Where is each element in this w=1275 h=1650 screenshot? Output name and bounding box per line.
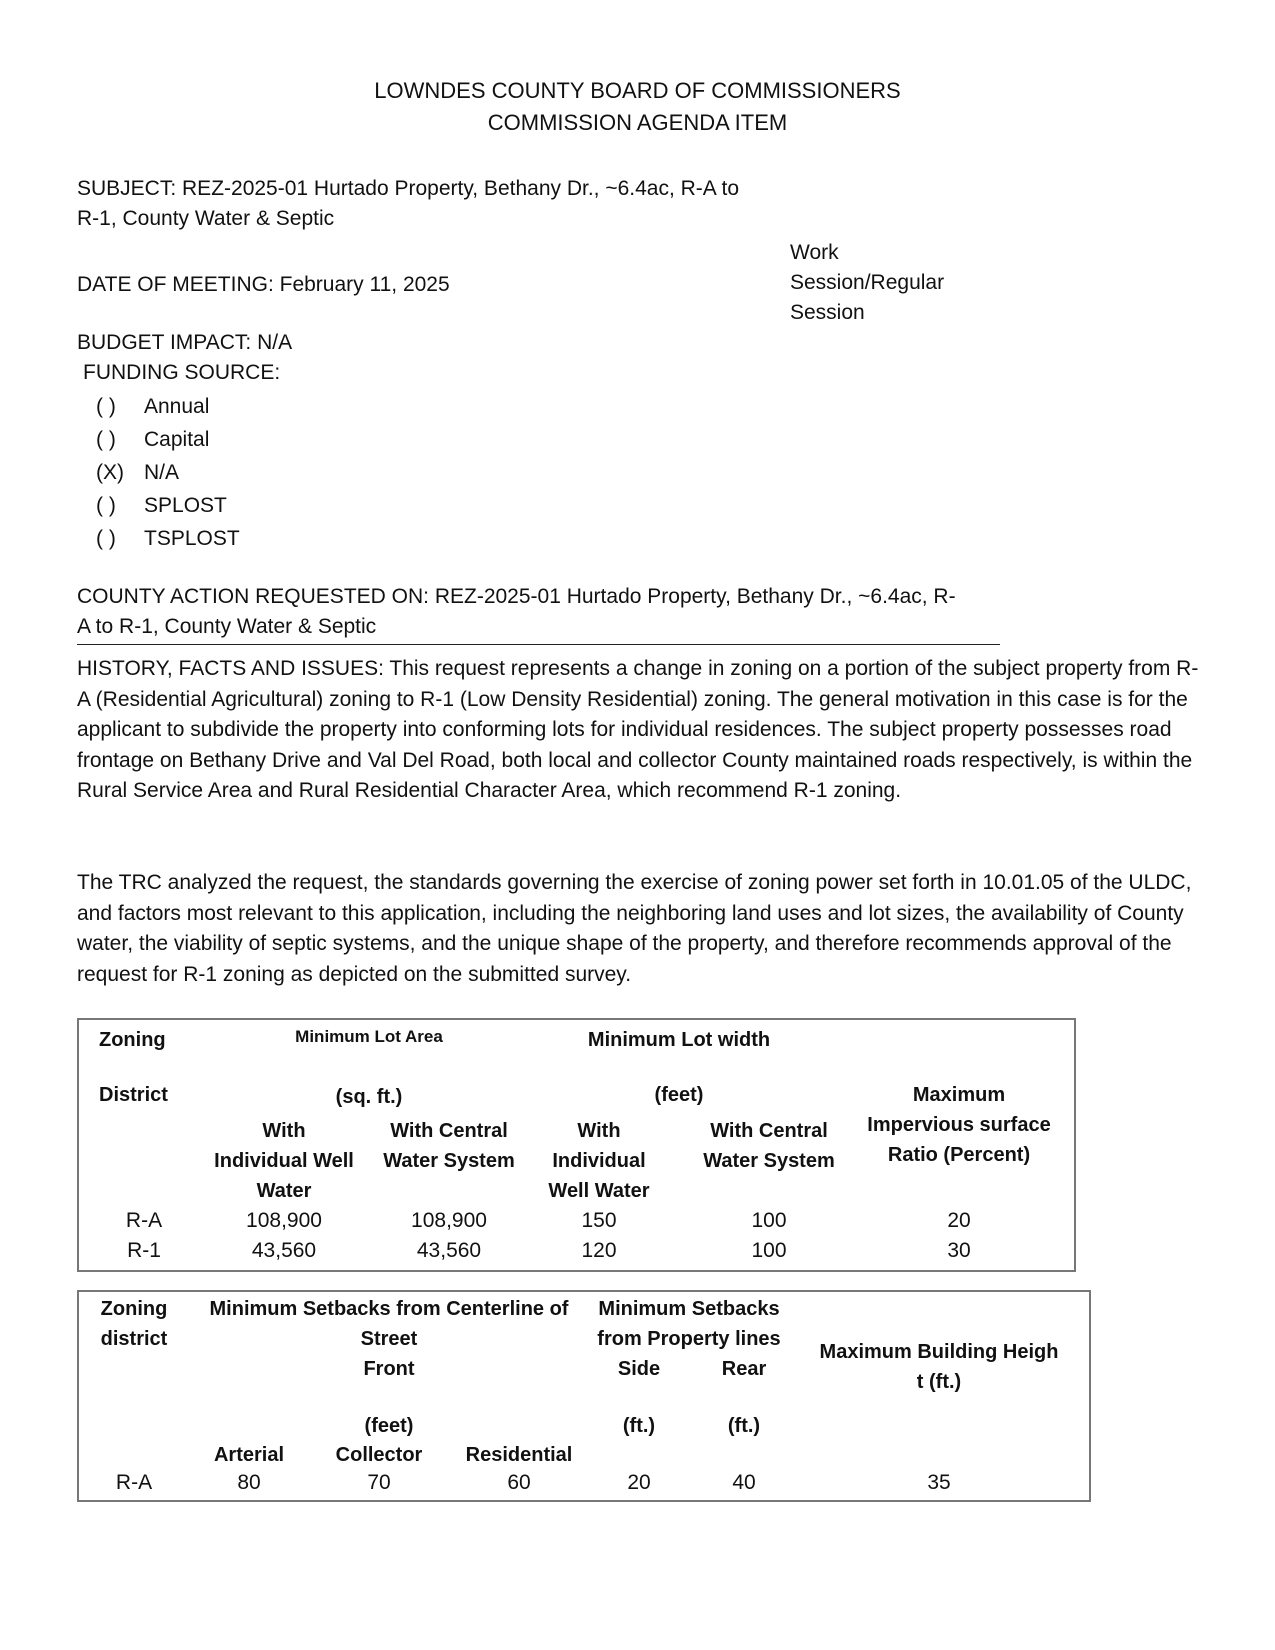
header-line: Street [360, 1328, 418, 1350]
session-type-line-1: Work [790, 241, 839, 264]
cell-arterial: 80 [237, 1471, 261, 1494]
funding-option-tsplost [96, 524, 240, 556]
cell-area-well: 108,900 [246, 1209, 322, 1232]
col-header-feet: (feet) [364, 1415, 414, 1437]
header-line: With [262, 1120, 306, 1142]
col-header-side-unit: (ft.) [622, 1415, 656, 1437]
header-line: Water System [703, 1150, 835, 1172]
header-line: With [577, 1120, 621, 1142]
meeting-date: DATE OF MEETING: February 11, 2025 [77, 273, 450, 296]
table-row [79, 1206, 1074, 1236]
col-header-rear-unit: (ft.) [727, 1415, 761, 1437]
header-line: Ratio (Percent) [887, 1144, 1031, 1166]
funding-checkbox: (X) [96, 461, 124, 484]
col-header-min-lot-width: Minimum Lot width [587, 1029, 771, 1051]
header-line: With Central [390, 1120, 508, 1142]
col-header-feet: (feet) [654, 1084, 704, 1106]
funding-checkbox: ( ) [96, 494, 116, 517]
section-divider [77, 644, 1000, 645]
col-header-impervious [859, 1080, 1059, 1170]
col-header-side: Side [617, 1358, 661, 1380]
header-line: With Central [710, 1120, 828, 1142]
cell-width-well: 150 [581, 1209, 617, 1232]
cell-impervious: 20 [947, 1209, 971, 1232]
header-line: Individual [552, 1150, 646, 1172]
col-header-area-central [374, 1116, 524, 1176]
funding-checkbox: ( ) [96, 527, 116, 550]
col-header-residential: Residential [465, 1444, 573, 1466]
col-header-max-height [794, 1337, 1084, 1397]
cell-district: R-1 [127, 1239, 161, 1262]
header-line: Minimum Setbacks from Centerline of [209, 1298, 569, 1320]
cell-width-central: 100 [751, 1209, 787, 1232]
col-header-width-central [689, 1116, 849, 1176]
funding-option-label: TSPLOST [144, 527, 240, 550]
funding-option-splost [96, 491, 227, 523]
col-header-width-well [534, 1116, 664, 1206]
subject-line-2: R-1, County Water & Septic [77, 207, 335, 230]
agency-title: LOWNDES COUNTY BOARD OF COMMISSIONERS [374, 78, 901, 103]
header-line: Water System [383, 1150, 515, 1172]
col-header-setback-centerline [194, 1294, 584, 1384]
table-row [79, 1468, 1089, 1498]
document-title: COMMISSION AGENDA ITEM [487, 110, 788, 135]
cell-area-central: 43,560 [416, 1239, 482, 1262]
cell-district: R-A [125, 1209, 163, 1232]
table-row [79, 1236, 1074, 1266]
cell-height: 35 [927, 1471, 951, 1494]
session-type-line-3: Session [790, 301, 865, 324]
header-line: Water [256, 1180, 312, 1202]
col-header-collector: Collector [335, 1444, 423, 1466]
cell-residential: 60 [507, 1471, 531, 1494]
header-line: Front [363, 1358, 415, 1380]
col-header-sqft: (sq. ft.) [335, 1086, 403, 1108]
setbacks-table [77, 1290, 1091, 1502]
funding-option-label: Annual [144, 395, 210, 418]
cell-collector: 70 [367, 1471, 391, 1494]
col-header-district: district [100, 1328, 168, 1350]
funding-option-label: SPLOST [144, 494, 227, 517]
cell-district: R-A [115, 1471, 153, 1494]
funding-source-label: FUNDING SOURCE: [83, 361, 281, 384]
action-line-2: A to R-1, County Water & Septic [77, 615, 377, 638]
header-line: t (ft.) [916, 1371, 962, 1393]
header-line: Maximum Building Heigh [819, 1341, 1059, 1363]
session-type-line-2: Session/Regular [790, 271, 945, 294]
cell-side: 20 [627, 1471, 651, 1494]
header-line: Maximum [912, 1084, 1006, 1106]
col-header-zoning: Zoning [100, 1298, 168, 1320]
funding-option-annual [96, 392, 209, 424]
header-line: Individual Well [214, 1150, 354, 1172]
col-header-arterial: Arterial [213, 1444, 285, 1466]
col-header-rear: Rear [721, 1358, 767, 1380]
funding-checkbox: ( ) [96, 428, 116, 451]
header-line: Minimum Setbacks [598, 1298, 780, 1320]
cell-width-central: 100 [751, 1239, 787, 1262]
header-line: Impervious surface [867, 1114, 1051, 1136]
funding-option-capital [96, 425, 209, 457]
cell-area-central: 108,900 [411, 1209, 487, 1232]
cell-impervious: 30 [947, 1239, 971, 1262]
budget-impact: BUDGET IMPACT: N/A [77, 331, 293, 354]
header-line: Well Water [548, 1180, 650, 1202]
funding-option-label: Capital [144, 428, 210, 451]
action-line-1: COUNTY ACTION REQUESTED ON: REZ-2025-01 Hurtado Property, Bethany Dr., ~6.4ac, R- [77, 585, 956, 608]
subject-line-1: SUBJECT: REZ-2025-01 Hurtado Property, Bethany Dr., ~6.4ac, R-A to [77, 177, 739, 200]
header-line: from Property lines [597, 1328, 781, 1350]
trc-paragraph: The TRC analyzed the request, the standards governing the exercise of zoning power set forth in 10.01.05 of the ULDC, and factors most relevant to this application, including the neighboring land uses and lot sizes, the availability of County water, the viability of septic systems, and the unique shape of the property, and therefore recommends approval of the request for R-1 zoning as depicted on the submitted survey. [77, 871, 1192, 986]
col-header-setback-property [589, 1294, 789, 1354]
funding-option-label: N/A [144, 461, 180, 484]
col-header-zoning: Zoning [99, 1029, 166, 1051]
col-header-district: District [99, 1084, 168, 1106]
col-header-min-lot-area: Minimum Lot Area [295, 1027, 443, 1046]
cell-area-well: 43,560 [251, 1239, 317, 1262]
history-paragraph: HISTORY, FACTS AND ISSUES: This request represents a change in zoning on a portion of the subject property from R-A (Residential Agricultural) zoning to R-1 (Low Density Residential) zoning. The general motivation in this case is for the applicant to subdivide the property into conforming lots for individual residences. The subject property possesses road frontage on Bethany Drive and Val Del Road, both local and collector County maintained roads respectively, is within the Rural Service Area and Rural Residential Character Area, which recommend R-1 zoning. [77, 657, 1199, 802]
cell-rear: 40 [732, 1471, 756, 1494]
cell-width-well: 120 [581, 1239, 617, 1262]
funding-checkbox: ( ) [96, 395, 116, 418]
lot-standards-table [77, 1018, 1076, 1272]
funding-option-na [96, 458, 179, 490]
col-header-area-well [199, 1116, 369, 1206]
